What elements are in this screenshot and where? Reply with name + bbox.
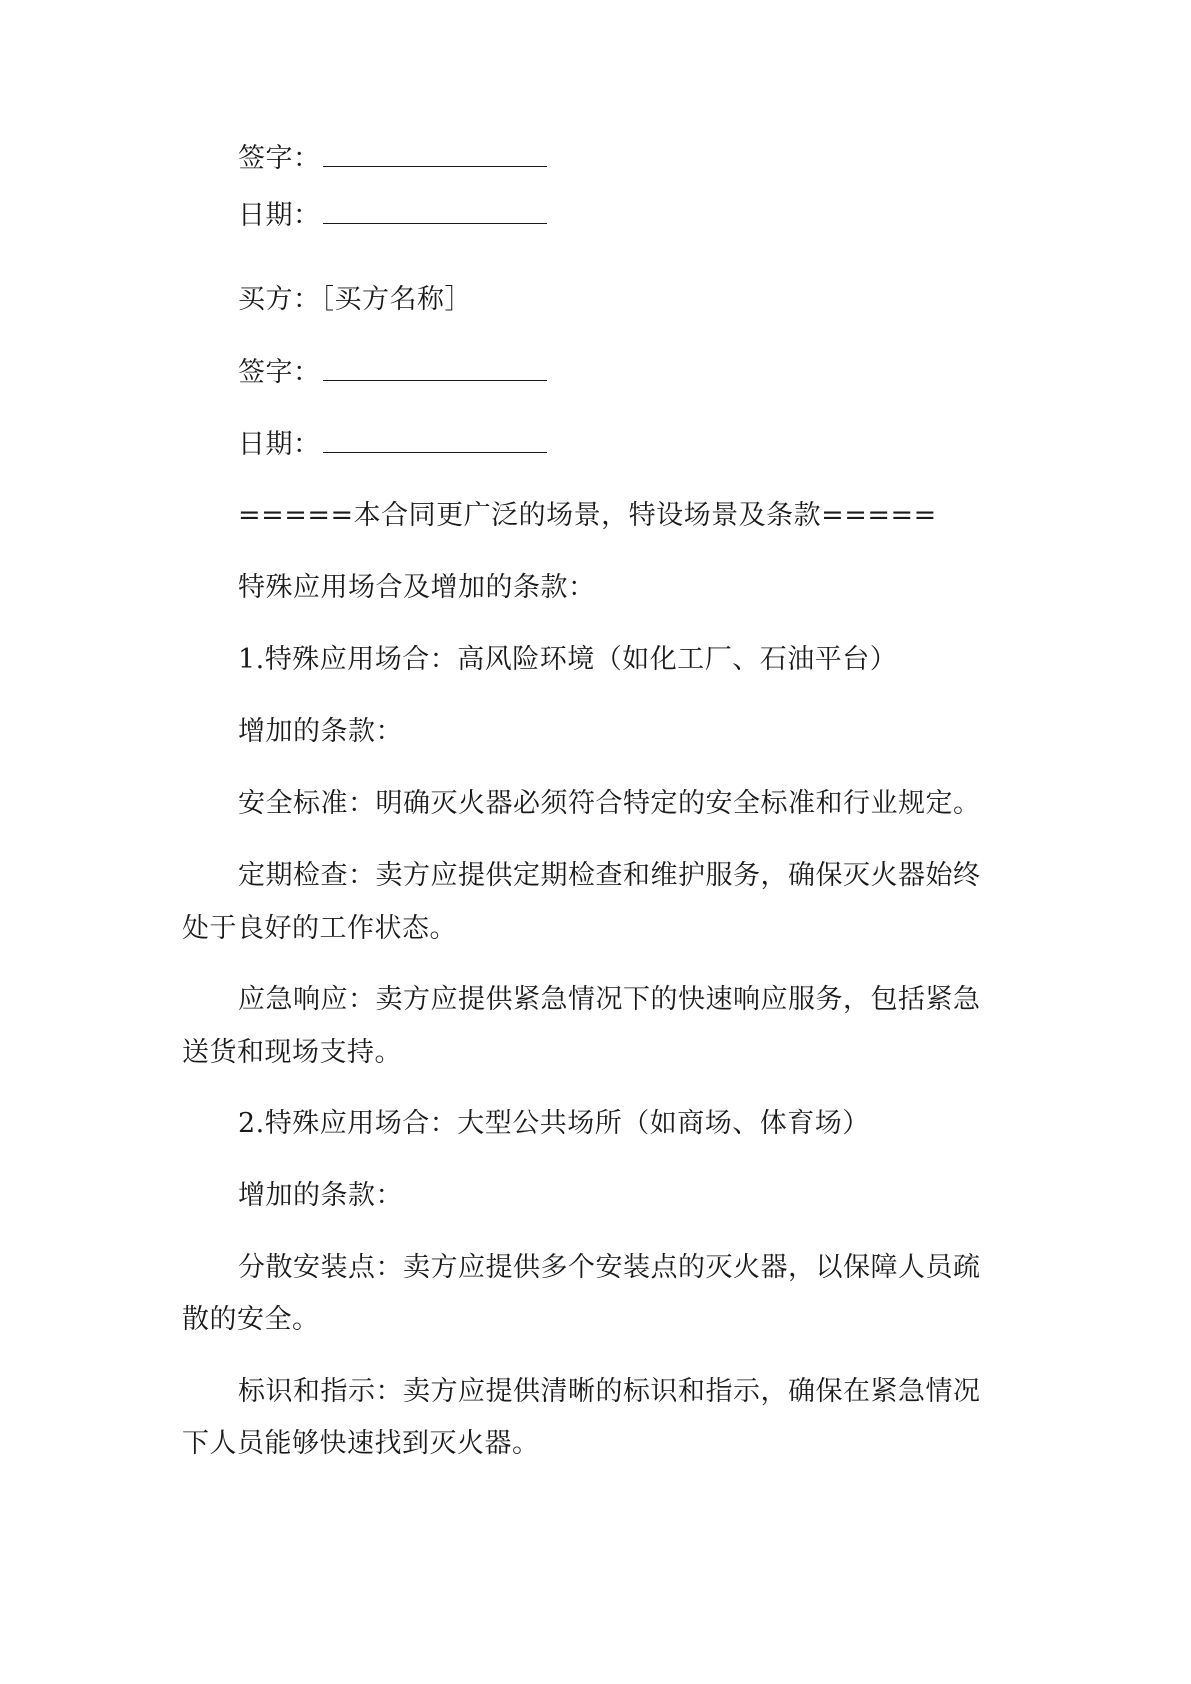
seller-date-line [238,197,547,234]
scenario-1-clause-emergency-line2: 送货和现场支持。 [182,1037,402,1068]
divider-heading: =====本合同更广泛的场景，特设场景及条款===== [238,500,937,531]
buyer-name-line: 买方：［买方名称］ [238,284,472,315]
seller-date-label: 日期： [238,200,321,231]
scenario-1-clause-safety-standard: 安全标准：明确灭火器必须符合特定的安全标准和行业规定。 [238,788,981,819]
buyer-signature-line [238,354,547,391]
scenario-2-added-terms-label: 增加的条款： [238,1180,403,1211]
scenario-2-clause-signage-line1: 标识和指示：卖方应提供清晰的标识和指示，确保在紧急情况 [238,1376,981,1407]
buyer-date-label: 日期： [238,429,321,460]
scenario-1-added-terms-label: 增加的条款： [238,716,403,747]
scenario-2-clause-install-points-line2: 散的安全。 [182,1304,320,1335]
seller-date-blank[interactable] [323,197,547,224]
buyer-signature-label: 签字： [238,357,321,388]
scenario-2-clause-install-points-line1: 分散安装点：卖方应提供多个安装点的灭火器，以保障人员疏 [238,1252,981,1283]
scenario-2-title: 2.特殊应用场合：大型公共场所（如商场、体育场） [238,1108,870,1139]
seller-signature-label: 签字： [238,143,321,174]
scenario-1-clause-inspection-line1: 定期检查：卖方应提供定期检查和维护服务，确保灭火器始终 [238,860,981,891]
seller-signature-line [238,140,547,177]
buyer-date-line [238,426,547,463]
buyer-date-blank[interactable] [323,426,547,453]
seller-signature-blank[interactable] [323,140,547,167]
buyer-signature-blank[interactable] [323,354,547,381]
section-intro: 特殊应用场合及增加的条款： [238,572,596,603]
scenario-1-clause-emergency-line1: 应急响应：卖方应提供紧急情况下的快速响应服务，包括紧急 [238,984,981,1015]
scenario-2-clause-signage-line2: 下人员能够快速找到灭火器。 [182,1428,540,1459]
scenario-1-clause-inspection-line2: 处于良好的工作状态。 [182,913,457,944]
scenario-1-title: 1.特殊应用场合：高风险环境（如化工厂、石油平台） [238,644,898,675]
